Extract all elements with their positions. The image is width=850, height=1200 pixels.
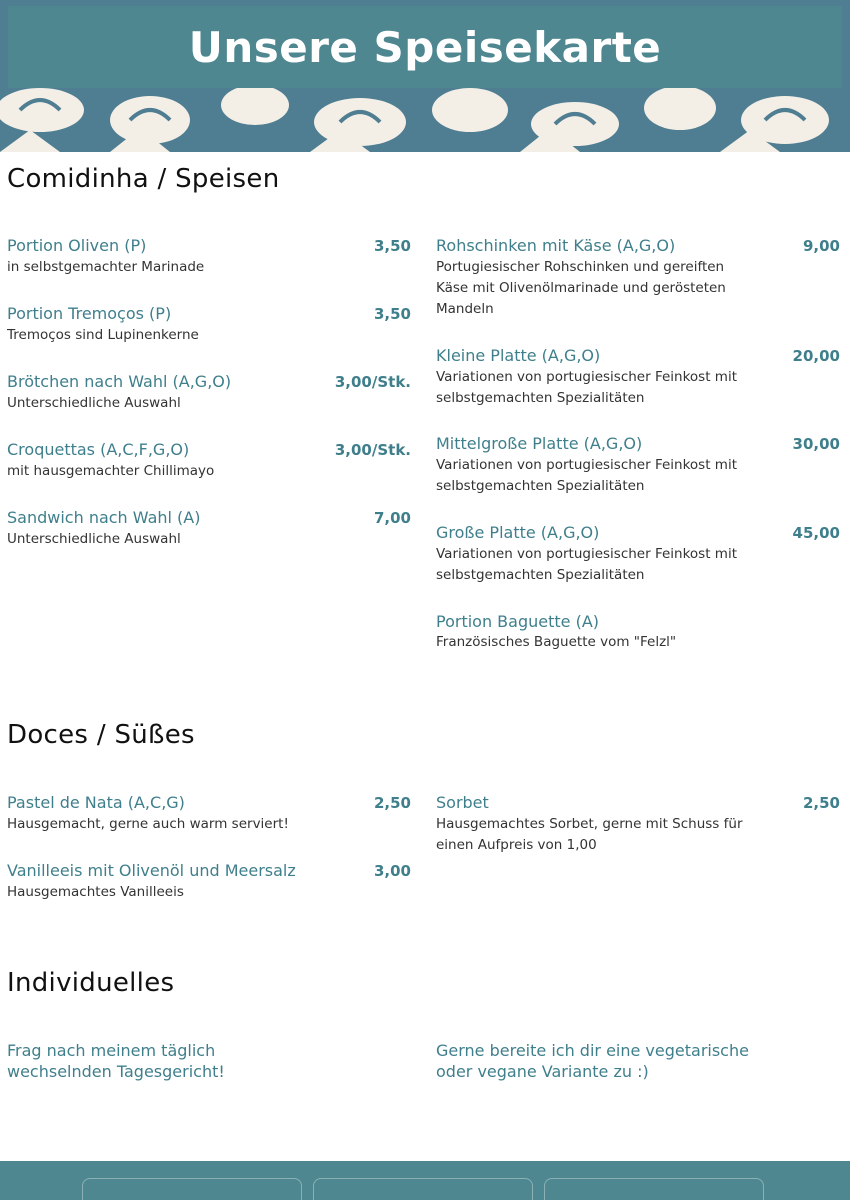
item-name: Portion Baguette (A) bbox=[436, 612, 600, 631]
footer-tab[interactable] bbox=[313, 1178, 533, 1200]
item-price: 30,00 bbox=[792, 435, 840, 453]
item-name: Große Platte (A,G,O) bbox=[436, 523, 600, 542]
item-price: 45,00 bbox=[792, 524, 840, 542]
item-name: Kleine Platte (A,G,O) bbox=[436, 346, 601, 365]
menu-item bbox=[7, 303, 411, 346]
item-description: Variationen von portugiesischer Feinkost mit selbstgemachten Spezialitäten bbox=[436, 369, 737, 406]
item-price: 3,00/Stk. bbox=[334, 373, 411, 391]
menu-item bbox=[436, 235, 840, 320]
menu-item bbox=[7, 235, 411, 278]
item-name: Sandwich nach Wahl (A) bbox=[7, 508, 201, 527]
item-price: 3,00/Stk. bbox=[334, 441, 411, 459]
item-name: Brötchen nach Wahl (A,G,O) bbox=[7, 372, 232, 391]
title-box bbox=[8, 6, 842, 88]
header-banner bbox=[0, 0, 850, 152]
item-price: 20,00 bbox=[792, 347, 840, 365]
item-description: mit hausgemachter Chillimayo bbox=[7, 463, 215, 479]
item-name: Vanilleeis mit Olivenöl und Meersalz bbox=[7, 861, 296, 880]
footer-tab[interactable] bbox=[82, 1178, 302, 1200]
item-price: 2,50 bbox=[802, 794, 840, 812]
item-price: 3,50 bbox=[373, 305, 411, 323]
item-description: in selbstgemachter Marinade bbox=[7, 259, 205, 275]
item-name: Rohschinken mit Käse (A,G,O) bbox=[436, 236, 676, 255]
item-name: Mittelgroße Platte (A,G,O) bbox=[436, 434, 643, 453]
menu-item bbox=[7, 507, 411, 550]
item-description: Unterschiedliche Auswahl bbox=[7, 395, 181, 411]
item-name: Croquettas (A,C,F,G,O) bbox=[7, 440, 190, 459]
vegan-note: Gerne bereite ich dir eine vegetarische oder vegane Variante zu :) bbox=[436, 1041, 749, 1081]
item-price: 2,50 bbox=[373, 794, 411, 812]
section-title-speisen: Comidinha / Speisen bbox=[7, 164, 280, 194]
item-description: Hausgemachtes Vanilleeis bbox=[7, 884, 184, 900]
item-description: Unterschiedliche Auswahl bbox=[7, 531, 181, 547]
menu-item bbox=[7, 439, 411, 482]
menu-item bbox=[7, 860, 411, 903]
footer-tab[interactable] bbox=[544, 1178, 764, 1200]
menu-item bbox=[436, 792, 840, 856]
item-description: Tremoços sind Lupinenkerne bbox=[7, 327, 199, 343]
page-title: Unsere Speisekarte bbox=[188, 22, 662, 72]
item-name: Sorbet bbox=[436, 793, 489, 812]
item-name: Portion Oliven (P) bbox=[7, 236, 147, 255]
section-title-suesses: Doces / Süßes bbox=[7, 720, 195, 750]
menu-item bbox=[436, 522, 840, 586]
item-name: Portion Tremoços (P) bbox=[7, 304, 172, 323]
item-description: Französisches Baguette vom "Felzl" bbox=[436, 634, 677, 650]
tagesgericht-note: Frag nach meinem täglich wechselnden Tagesgericht! bbox=[7, 1041, 225, 1081]
menu-item bbox=[7, 371, 411, 414]
menu-item bbox=[436, 611, 840, 653]
item-description: Variationen von portugiesischer Feinkost mit selbstgemachten Spezialitäten bbox=[436, 546, 737, 583]
item-name: Pastel de Nata (A,C,G) bbox=[7, 793, 185, 812]
menu-item bbox=[436, 345, 840, 409]
item-description: Variationen von portugiesischer Feinkost mit selbstgemachten Spezialitäten bbox=[436, 457, 737, 494]
footer-bar bbox=[0, 1161, 850, 1200]
menu-item bbox=[7, 792, 411, 835]
item-price: 9,00 bbox=[802, 237, 840, 255]
item-description: Hausgemacht, gerne auch warm serviert! bbox=[7, 816, 289, 832]
item-description: Hausgemachtes Sorbet, gerne mit Schuss für einen Aufpreis von 1,00 bbox=[436, 816, 743, 853]
menu-item bbox=[436, 433, 840, 497]
item-description: Portugiesischer Rohschinken und gereiften Käse mit Olivenölmarinade und gerösteten Mandeln bbox=[436, 259, 726, 317]
section-title-individuelles: Individuelles bbox=[7, 968, 175, 998]
item-price: 3,00 bbox=[373, 862, 411, 880]
item-price: 7,00 bbox=[373, 509, 411, 527]
item-price: 3,50 bbox=[373, 237, 411, 255]
